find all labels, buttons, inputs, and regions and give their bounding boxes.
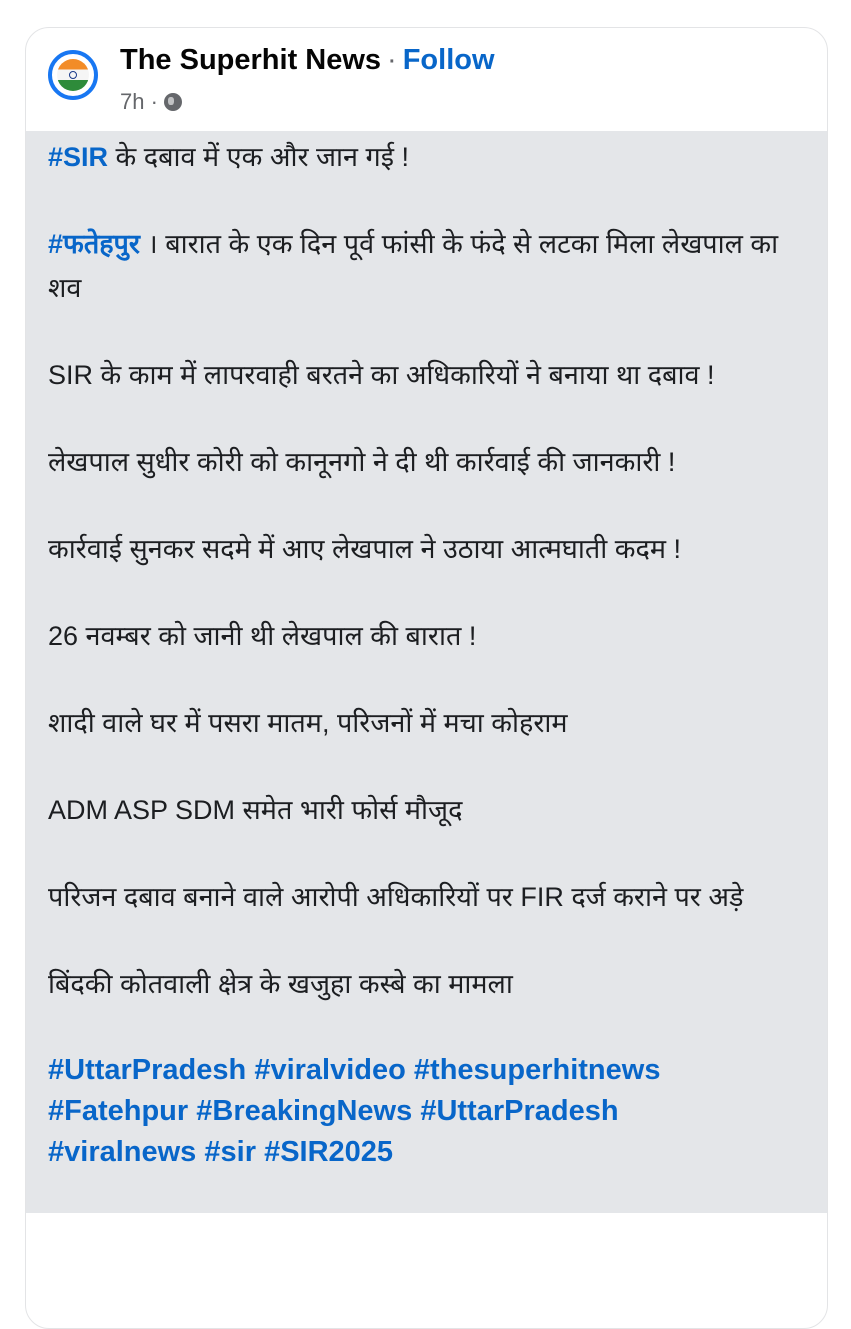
hashtag-link[interactable]: #thesuperhitnews [413, 1053, 661, 1086]
post-paragraph: कार्रवाई सुनकर सदमे में आए लेखपाल ने उठाया आत्मघाती कदम ! [48, 533, 681, 564]
post-paragraph: शादी वाले घर में पसरा मातम, परिजनों में मचा कोहराम [48, 707, 568, 738]
globe-icon [164, 93, 182, 111]
hashtag-link[interactable]: #viralnews [48, 1135, 197, 1168]
separator: · [387, 44, 397, 76]
post-text [26, 131, 827, 1213]
hashtag-link[interactable]: #फतेहपुर [48, 229, 140, 259]
post-paragraph: परिजन दबाव बनाने वाले आरोपी अधिकारियों पर FIR दर्ज कराने पर अड़े [48, 881, 744, 912]
follow-button[interactable]: Follow [402, 44, 495, 76]
india-flag-icon [57, 59, 89, 91]
hashtag-list [48, 1050, 805, 1173]
paragraph-text: के दबाव में एक और जान गई ! [108, 142, 409, 172]
post-paragraph [48, 136, 805, 180]
post-header [26, 28, 827, 131]
hashtag-link[interactable]: #SIR [48, 142, 109, 172]
hashtag-link[interactable]: #viralvideo [254, 1053, 406, 1086]
post-paragraph: ADM ASP SDM समेत भारी फोर्स मौजूद [48, 794, 463, 825]
hashtag-link[interactable]: #BreakingNews [196, 1094, 413, 1127]
hashtag-link[interactable]: #sir [204, 1135, 256, 1168]
post-paragraph [48, 223, 805, 310]
post-card [25, 27, 828, 1329]
post-paragraph: बिंदकी कोतवाली क्षेत्र के खजुहा कस्बे का मामला [48, 968, 513, 999]
post-paragraph: SIR के काम में लापरवाही बरतने का अधिकारियों ने बनाया था दबाव ! [48, 359, 715, 390]
post-paragraph: लेखपाल सुधीर कोरी को कानूनगो ने दी थी कार्रवाई की जानकारी ! [48, 446, 676, 477]
hashtag-link[interactable]: #Fatehpur [48, 1094, 189, 1127]
page-name[interactable]: The Superhit News [120, 44, 382, 76]
hashtag-link[interactable]: #SIR2025 [264, 1135, 394, 1168]
post-paragraph: 26 नवम्बर को जानी थी लेखपाल की बारात ! [48, 620, 477, 651]
chakra-icon [69, 71, 77, 79]
hashtag-link[interactable]: #UttarPradesh [420, 1094, 619, 1127]
paragraph-text: । बारात के एक दिन पूर्व फांसी के फंदे से लटका मिला लेखपाल का शव [48, 229, 779, 303]
post-time[interactable]: 7h · [120, 89, 158, 114]
post-title-line [120, 44, 495, 77]
post-meta [120, 89, 182, 115]
page-avatar[interactable] [48, 50, 98, 100]
hashtag-link[interactable]: #UttarPradesh [48, 1053, 247, 1086]
